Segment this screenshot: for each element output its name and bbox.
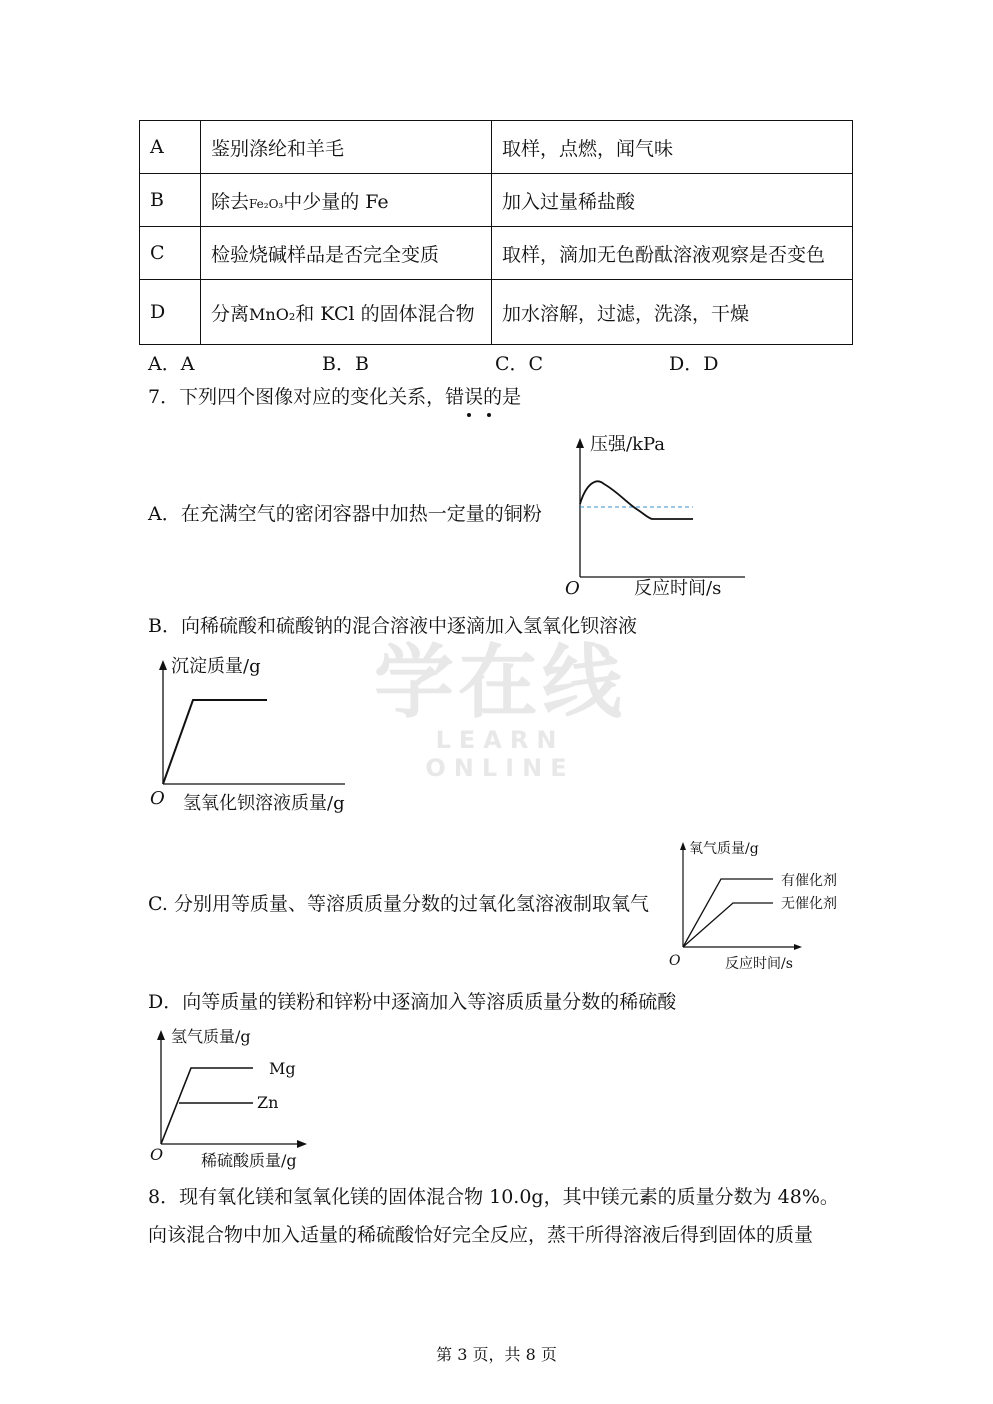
- row-item: [201, 174, 492, 227]
- q7-stem-emph: 错误: [445, 386, 484, 408]
- chart-d-series-mg: [161, 1068, 253, 1144]
- chart-d-ylabel: 氢气质量/g: [171, 1027, 251, 1046]
- chart-c-ylabel: 氧气质量/g: [689, 841, 759, 857]
- chart-b-origin: O: [150, 788, 165, 809]
- row-key: B: [140, 174, 201, 227]
- chart-c-series-catalyst: [683, 879, 773, 947]
- watermark-en: LEARN ONLINE: [425, 726, 575, 782]
- chart-b-series: [163, 700, 267, 784]
- chart-a: [560, 432, 750, 602]
- chart-d-xlabel: 稀硫酸质量/g: [201, 1151, 297, 1170]
- row-item: 检验烧碱样品是否完全变质: [201, 227, 492, 280]
- row-method: 取样，滴加无色酚酞溶液观察是否变色: [492, 227, 853, 280]
- row-item: 鉴别涤纶和羊毛: [201, 121, 492, 174]
- row-method: 取样，点燃，闻气味: [492, 121, 853, 174]
- row-key: C: [140, 227, 201, 280]
- row-item-suffix: 中少量的 Fe: [283, 190, 389, 213]
- options-table: [139, 120, 853, 345]
- row-key: A: [140, 121, 201, 174]
- chart-a-xlabel: 反应时间/s: [634, 578, 722, 599]
- row-item-formula: Fe₂O₃: [249, 196, 284, 211]
- q7-stem: [148, 385, 521, 409]
- row-item-prefix: 除去: [211, 190, 250, 213]
- chart-b: [145, 652, 385, 822]
- chart-a-y-arrow: [576, 438, 584, 448]
- row-item-suffix: 和 KCl 的固体混合物: [295, 302, 475, 325]
- chart-c-x-arrow: [794, 944, 802, 950]
- chart-c-y-arrow: [680, 842, 686, 850]
- chart-a-ylabel: 压强/kPa: [590, 434, 666, 455]
- q7-option-d: D．向等质量的镁粉和锌粉中逐滴加入等溶质质量分数的稀硫酸: [148, 991, 677, 1013]
- table-row: [140, 280, 853, 345]
- q7-option-c: C. 分别用等质量、等溶质质量分数的过氧化氢溶液制取氧气: [148, 893, 649, 915]
- chart-d-x-arrow: [297, 1140, 307, 1148]
- page-footer: 第 3 页，共 8 页: [436, 1345, 557, 1364]
- q7-option-a: A．在充满空气的密闭容器中加热一定量的铜粉: [148, 503, 542, 525]
- table-row: [140, 227, 853, 280]
- row-item-formula: MnO₂: [249, 304, 296, 324]
- choice-d: D．D: [669, 353, 719, 375]
- chart-b-ylabel: 沉淀质量/g: [171, 656, 261, 677]
- chart-d-legend-zn: Zn: [257, 1093, 279, 1112]
- row-method: 加入过量稀盐酸: [492, 174, 853, 227]
- chart-b-xlabel: 氢氧化钡溶液质量/g: [183, 793, 345, 814]
- choice-c: C．C: [495, 353, 544, 375]
- chart-c-xlabel: 反应时间/s: [725, 956, 793, 972]
- chart-d: [145, 1022, 345, 1172]
- chart-c-series-no-catalyst: [683, 903, 773, 947]
- chart-a-origin: O: [565, 578, 580, 599]
- choice-a: A．A: [148, 353, 195, 375]
- q8-line2: 向该混合物中加入适量的稀硫酸恰好完全反应，蒸干所得溶液后得到固体的质量: [148, 1224, 814, 1246]
- chart-c-legend-no-catalyst: 无催化剂: [781, 896, 837, 912]
- watermark: [370, 636, 630, 782]
- chart-d-origin: O: [150, 1145, 164, 1164]
- chart-c-legend-catalyst: 有催化剂: [781, 873, 837, 889]
- q8-line1: 8．现有氧化镁和氢氧化镁的固体混合物 10.0g，其中镁元素的质量分数为 48%。: [148, 1186, 839, 1208]
- q7-stem-prefix: 7．下列四个图像对应的变化关系，: [148, 386, 446, 408]
- table-row: [140, 121, 853, 174]
- q7-stem-suffix: 的是: [483, 386, 522, 408]
- emphasis-dot: [487, 413, 491, 417]
- table-row: [140, 174, 853, 227]
- row-key: D: [140, 280, 201, 345]
- chart-b-y-arrow: [159, 660, 167, 670]
- q7-option-b: B．向稀硫酸和硫酸钠的混合溶液中逐滴加入氢氧化钡溶液: [148, 615, 637, 637]
- row-method: 加水溶解，过滤，洗涤，干燥: [492, 280, 853, 345]
- chart-a-series: [580, 481, 693, 519]
- row-item-prefix: 分离: [211, 302, 250, 325]
- choice-b: B．B: [322, 353, 369, 375]
- chart-d-y-arrow: [157, 1030, 165, 1040]
- watermark-cn: 学在线: [374, 636, 626, 729]
- row-item: [201, 280, 492, 345]
- chart-c-origin: O: [669, 953, 681, 969]
- emphasis-dot: [467, 413, 471, 417]
- chart-d-legend-mg: Mg: [269, 1059, 296, 1078]
- chart-c: [665, 835, 855, 975]
